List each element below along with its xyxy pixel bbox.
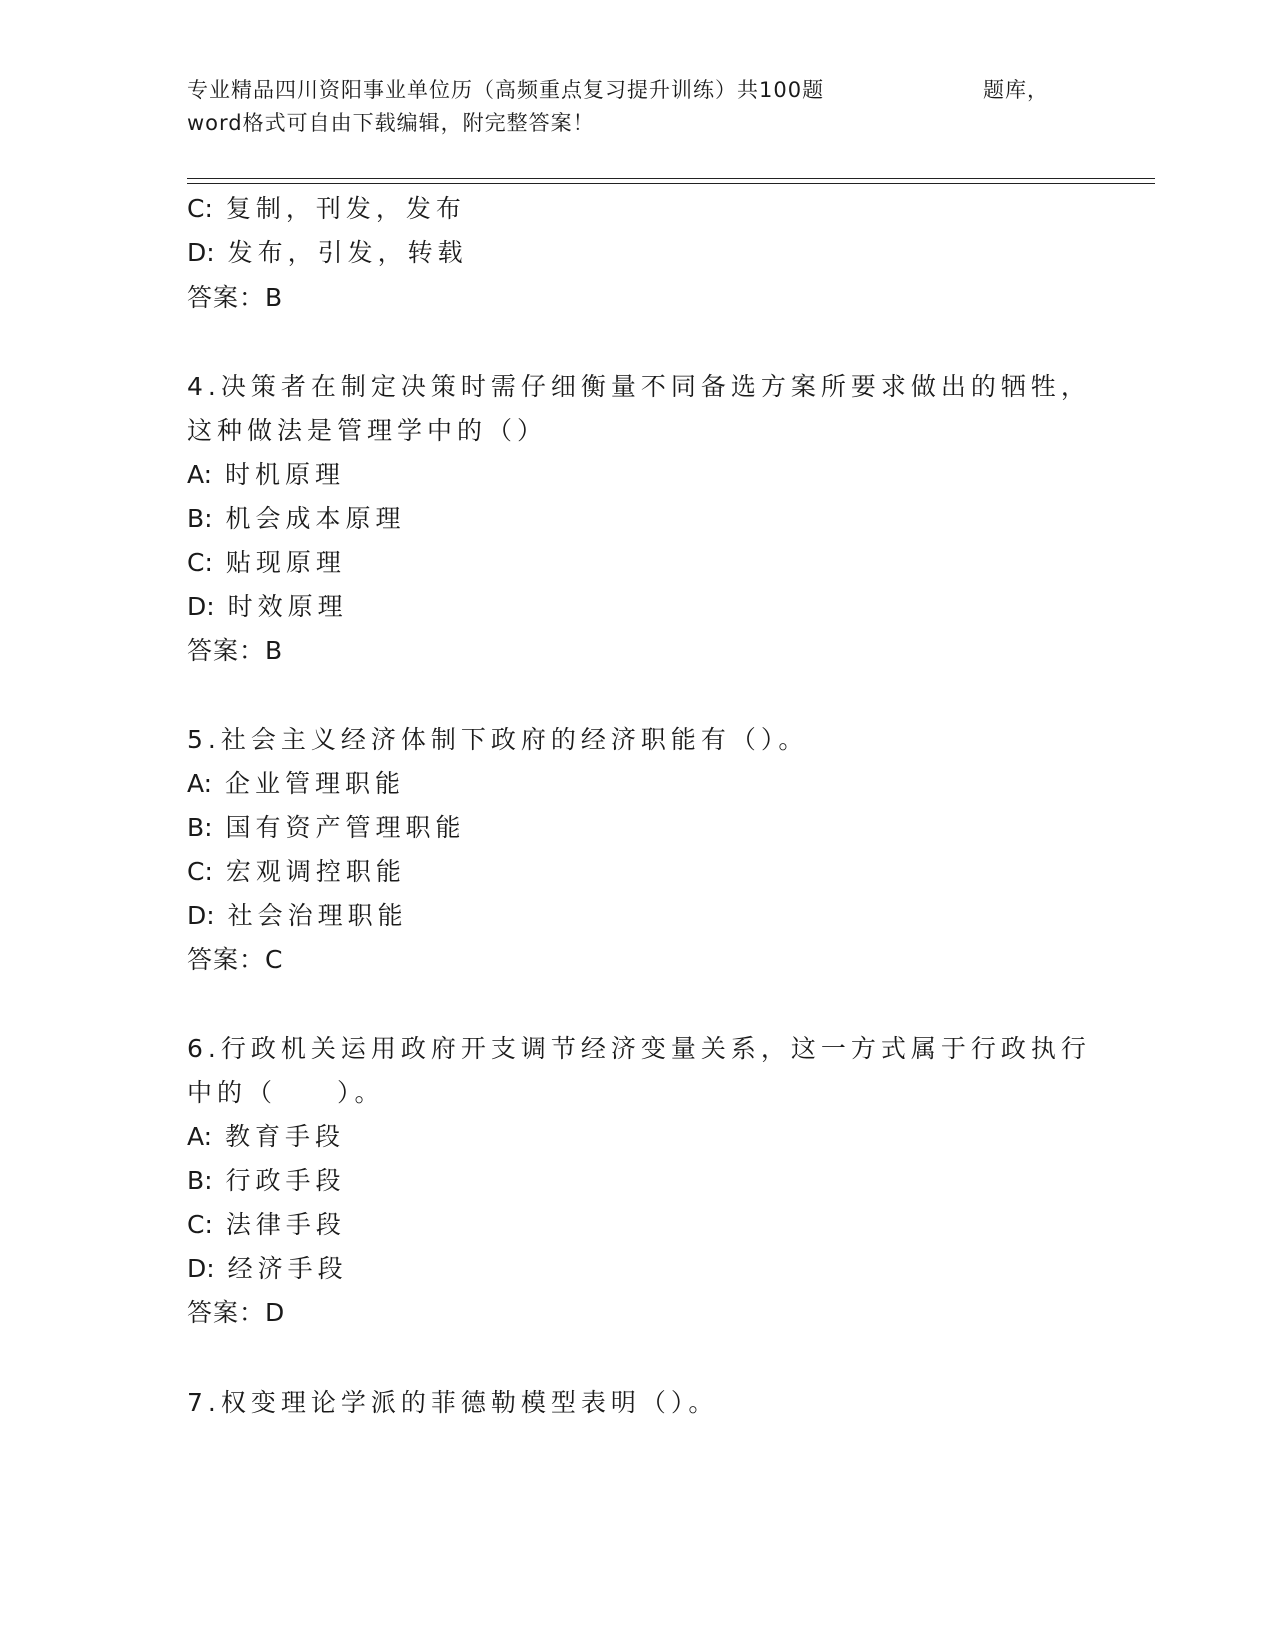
option-key: A: — [187, 769, 213, 798]
option-key: D: — [187, 1254, 215, 1283]
option-text: 企业管理职能 — [225, 769, 406, 798]
option-text: 法律手段 — [225, 1210, 346, 1239]
header-line-1 — [187, 74, 1087, 107]
option-line — [187, 767, 405, 801]
option-text: 时效原理 — [227, 592, 348, 621]
header-subtitle: word格式可自由下载编辑，附完整答案！ — [187, 111, 595, 135]
option-key: C: — [187, 548, 213, 577]
answer-line: 答案：D — [187, 1298, 286, 1327]
option-text: 时机原理 — [225, 460, 346, 489]
option-line — [187, 811, 466, 845]
answer-line: 答案：C — [187, 945, 284, 974]
option-text: 发布，引发，转载 — [227, 238, 468, 267]
question-stem: 4.决策者在制定决策时需仔细衡量不同备选方案所要求做出的牺牲， — [187, 372, 1091, 401]
question-stem: 7.权变理论学派的菲德勒模型表明（）。 — [187, 1388, 719, 1417]
option-key: C: — [187, 1210, 213, 1239]
option-text: 社会治理职能 — [227, 901, 408, 930]
option-line — [187, 1120, 345, 1154]
option-text: 行政手段 — [225, 1166, 346, 1195]
option-line — [187, 1164, 346, 1198]
header-rule-top — [187, 178, 1155, 179]
option-key: D: — [187, 901, 215, 930]
option-text: 宏观调控职能 — [225, 857, 406, 886]
question-stem-continued: 这种做法是管理学中的（） — [187, 416, 548, 445]
option-key: D: — [187, 238, 215, 267]
option-key: C: — [187, 194, 213, 223]
option-line — [187, 546, 346, 580]
option-text: 贴现原理 — [225, 548, 346, 577]
option-line — [187, 502, 406, 536]
answer-line: 答案：B — [187, 636, 284, 665]
option-text: 机会成本原理 — [225, 504, 406, 533]
header-title: 专业精品四川资阳事业单位历（高频重点复习提升训练）共100题 — [187, 78, 825, 102]
option-line — [187, 590, 348, 624]
option-line — [187, 236, 468, 270]
option-key: B: — [187, 813, 213, 842]
option-key: B: — [187, 1166, 213, 1195]
header-title-tail: 题库， — [983, 78, 1049, 102]
option-line — [187, 458, 345, 492]
question-stem: 6.行政机关运用政府开支调节经济变量关系，这一方式属于行政执行 — [187, 1034, 1091, 1063]
option-key: A: — [187, 1122, 213, 1151]
option-key: B: — [187, 504, 213, 533]
answer-line: 答案：B — [187, 283, 284, 312]
document-header — [187, 74, 1087, 140]
option-line — [187, 1208, 346, 1242]
option-line — [187, 1252, 348, 1286]
header-rule-bottom — [187, 183, 1155, 184]
option-line — [187, 855, 406, 889]
question-stem: 5.社会主义经济体制下政府的经济职能有（）。 — [187, 725, 809, 754]
option-text: 国有资产管理职能 — [225, 813, 466, 842]
option-key: A: — [187, 460, 213, 489]
option-line — [187, 192, 466, 226]
question-stem-continued: 中的（ ）。 — [187, 1078, 385, 1107]
option-key: D: — [187, 592, 215, 621]
option-text: 经济手段 — [227, 1254, 348, 1283]
option-key: C: — [187, 857, 213, 886]
option-line — [187, 899, 408, 933]
option-text: 教育手段 — [225, 1122, 346, 1151]
option-text: 复制，刊发，发布 — [225, 194, 466, 223]
